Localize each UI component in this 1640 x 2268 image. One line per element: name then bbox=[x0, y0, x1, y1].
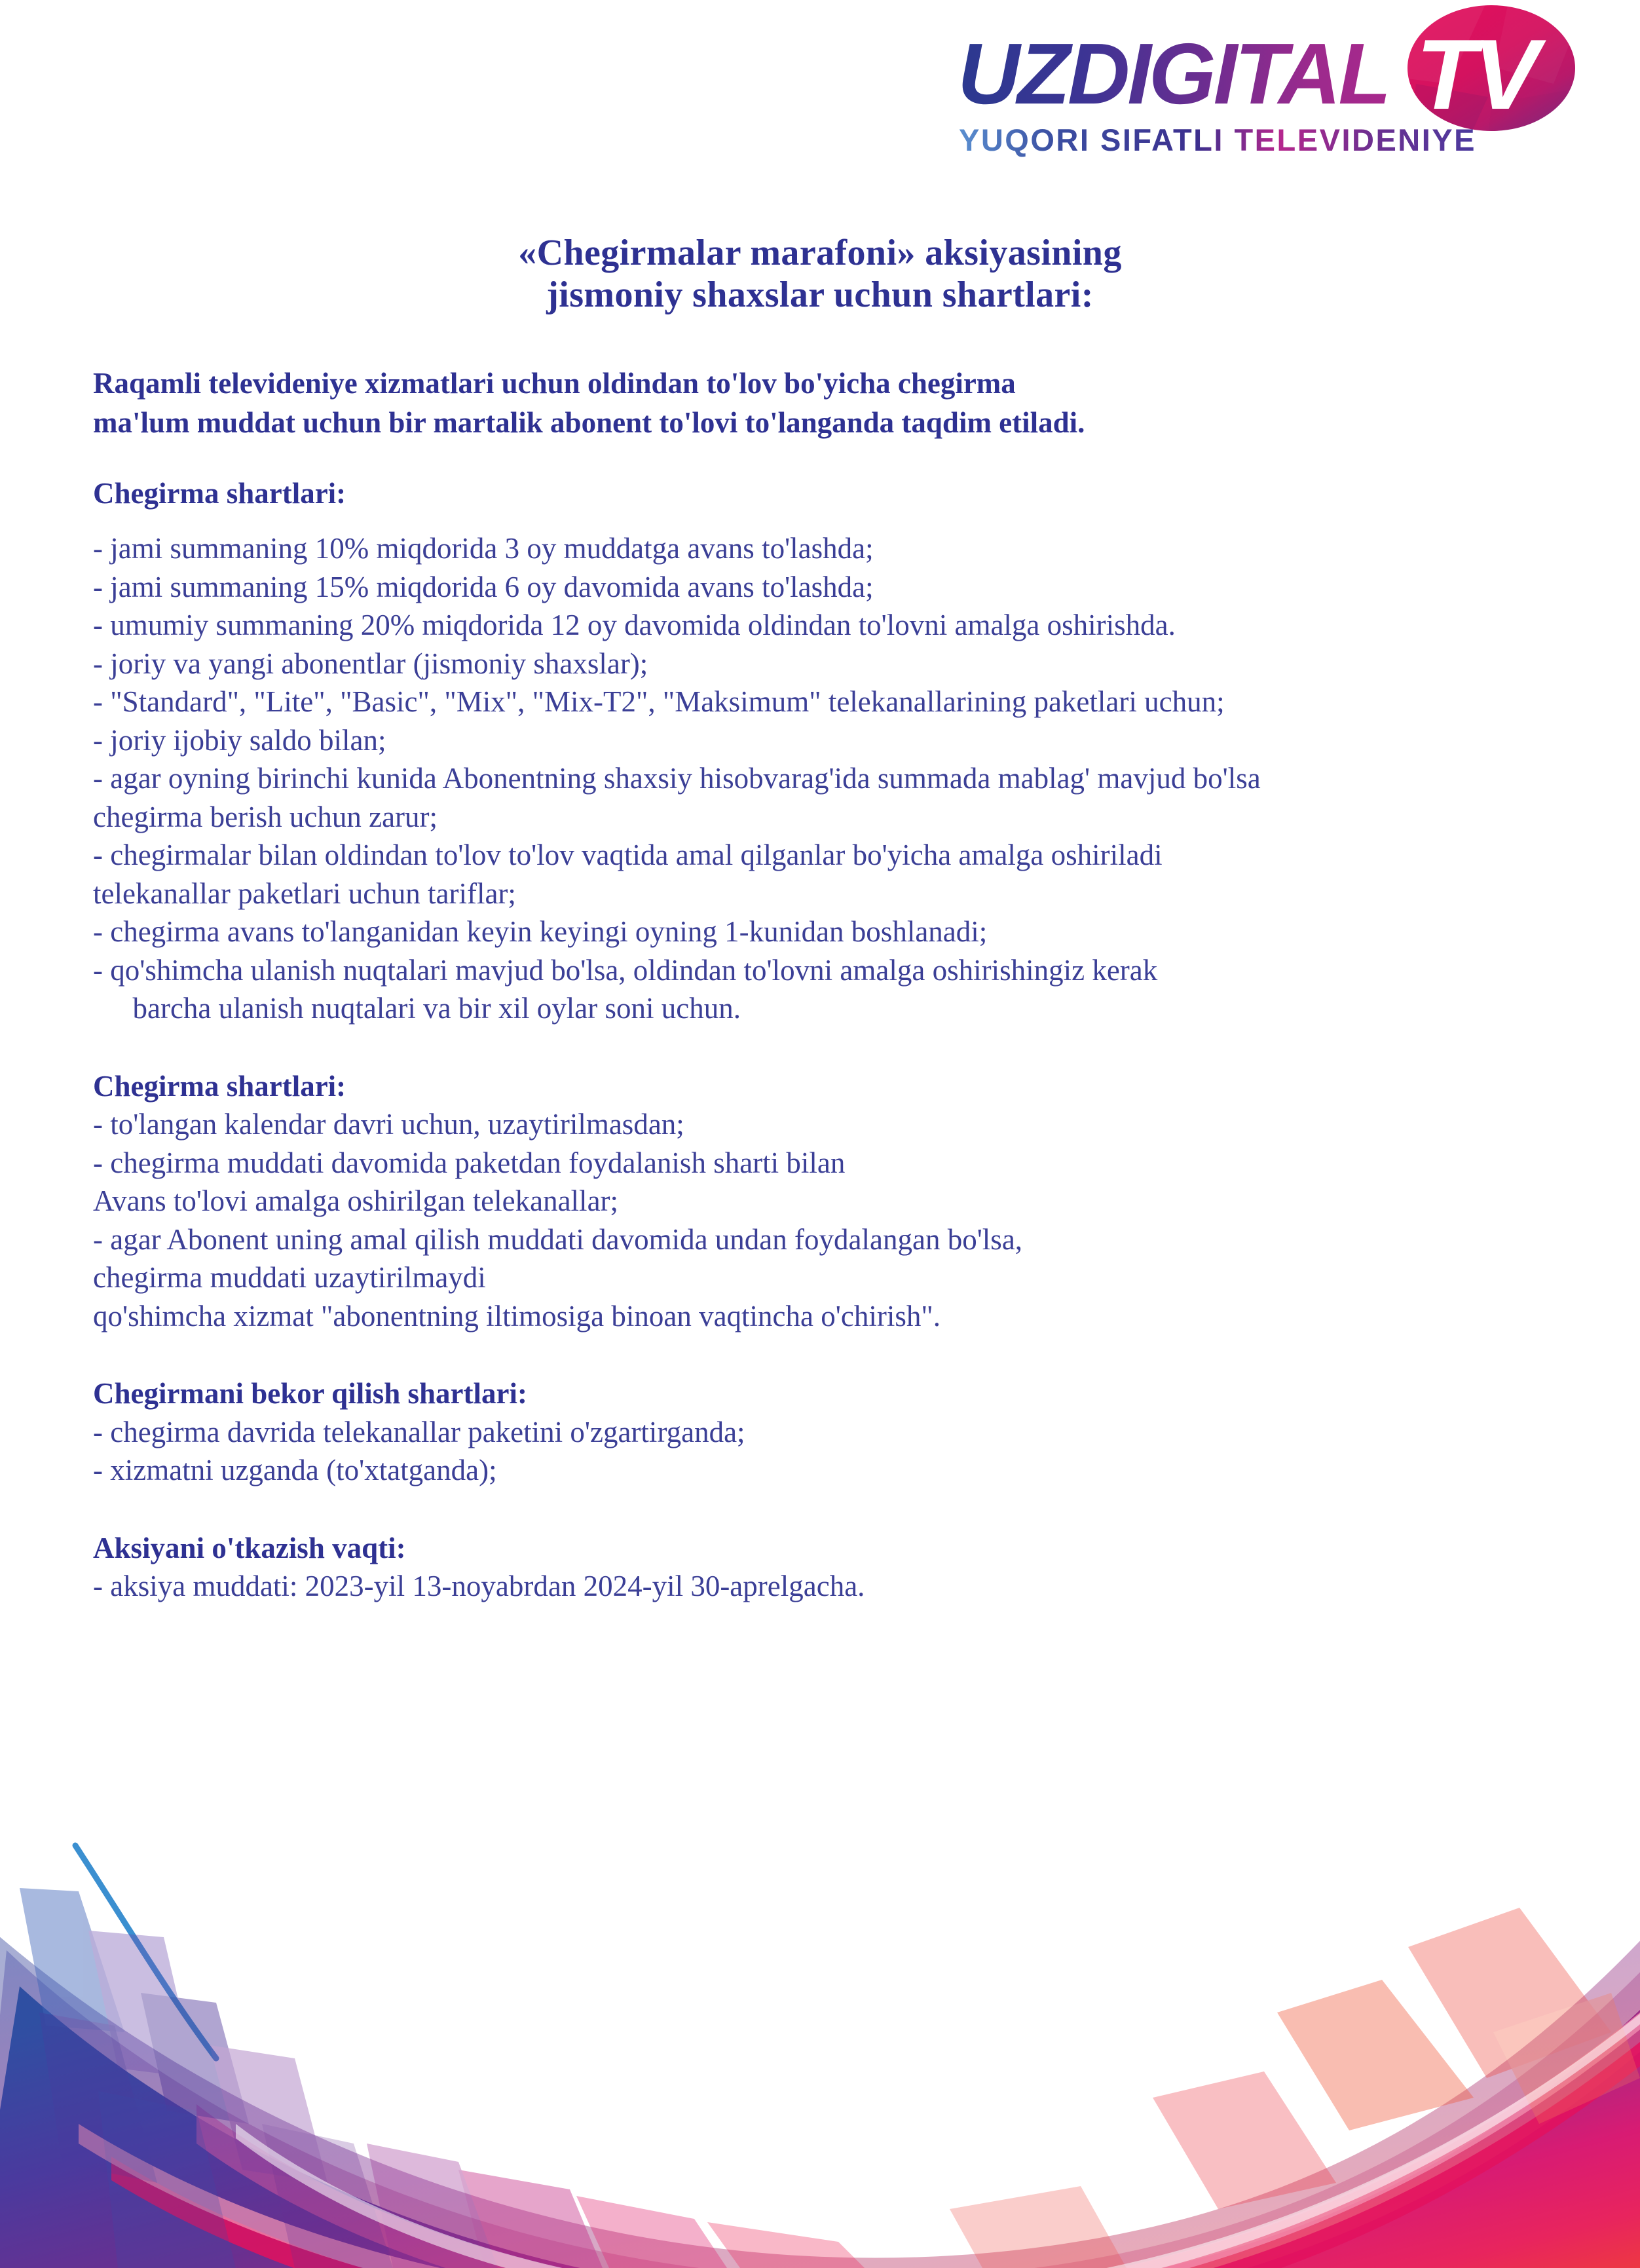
wave-facets-right bbox=[950, 1908, 1640, 2268]
logo-svg bbox=[899, 5, 1593, 169]
wave-separator-sliver bbox=[236, 2014, 1640, 2268]
condition-line-continuation: chegirma berish uchun zarur; bbox=[93, 800, 438, 833]
condition-line: - umumiy summaning 20% miqdorida 12 oy davomida oldindan to'lovni amalga oshirishda. bbox=[93, 609, 1176, 642]
lead-paragraph bbox=[93, 364, 1554, 443]
wave-accent-line-blue bbox=[75, 1845, 216, 2058]
condition-line-continuation: telekanallar paketlari uchun tariflar; bbox=[93, 877, 516, 910]
section-heading-promo-period: Aksiyani o'tkazish vaqti: bbox=[93, 1531, 406, 1564]
spacer bbox=[93, 512, 1554, 529]
condition-line-continuation: Avans to'lovi amalga oshirilgan telekanallar; bbox=[93, 1184, 619, 1218]
condition-line: - agar Abonent uning amal qilish muddati davomida undan foydalangan bo'lsa, bbox=[93, 1222, 1023, 1256]
spacer bbox=[93, 1490, 1554, 1529]
wave-svg bbox=[0, 1816, 1640, 2268]
logo-tagline: YUQORI SIFATLI TELEVIDENIYE bbox=[959, 123, 1476, 157]
condition-line: - agar oyning birinchi kunida Abonentning shaxsiy hisobvarag'ida summada mablag' mavjud bo'lsa bbox=[93, 762, 1261, 795]
page-title-line-1: «Chegirmalar marafoni» aksiyasining bbox=[518, 232, 1122, 273]
condition-line: - aksiya muddati: 2023-yil 13-noyabrdan 2024-yil 30-aprelgacha. bbox=[93, 1570, 865, 1603]
condition-line: - "Standard", "Lite", "Basic", "Mix", "Mix-T2", "Maksimum" telekanallarining paketlari uchun; bbox=[93, 685, 1225, 719]
condition-line-continuation: qo'shimcha xizmat "abonentning iltimosiga binoan vaqtincha o'chirish". bbox=[93, 1299, 941, 1332]
condition-line: - jami summaning 15% miqdorida 6 oy davomida avans to'lashda; bbox=[93, 570, 874, 603]
condition-line: - qo'shimcha ulanish nuqtalari mavjud bo'lsa, oldindan to'lovni amalga oshirishingiz kerak bbox=[93, 953, 1158, 987]
wave-band-back bbox=[0, 1901, 1640, 2268]
condition-line: - chegirmalar bilan oldindan to'lov to'lov vaqtida amal qilganlar bo'yicha amalga oshiriladi bbox=[93, 839, 1163, 872]
condition-line: - joriy ijobiy saldo bilan; bbox=[93, 723, 386, 757]
document-body bbox=[93, 364, 1554, 1606]
uzdigitaltv-logo bbox=[899, 5, 1593, 169]
wave-ribbon-crimson bbox=[111, 2042, 1640, 2268]
condition-line: - joriy va yangi abonentlar (jismoniy shaxslar); bbox=[93, 647, 648, 680]
condition-line: - to'langan kalendar davri uchun, uzaytirilmasdan; bbox=[93, 1108, 684, 1141]
condition-line: - xizmatni uzganda (to'xtatganda); bbox=[93, 1454, 497, 1487]
spacer bbox=[93, 1028, 1554, 1067]
wave-band-mid bbox=[0, 1934, 1640, 2268]
logo-wordmark-uzdigital: UZDIGITAL bbox=[958, 26, 1389, 122]
spacer bbox=[93, 443, 1554, 474]
condition-line: - chegirma muddati davomida paketdan foydalanish sharti bilan bbox=[93, 1146, 846, 1179]
condition-line-continuation: barcha ulanish nuqtalari va bir xil oylar soni uchun. bbox=[118, 992, 741, 1025]
condition-line-continuation: chegirma muddati uzaytirilmaydi bbox=[93, 1261, 486, 1295]
section-heading-cancellation-conditions: Chegirmani bekor qilish shartlari: bbox=[93, 1377, 527, 1410]
page-title bbox=[0, 232, 1640, 317]
spacer bbox=[93, 1335, 1554, 1374]
condition-line: - jami summaning 10% miqdorida 3 oy muddatga avans to'lashda; bbox=[93, 532, 874, 565]
page-header bbox=[0, 0, 1640, 172]
wave-ribbon-pink bbox=[79, 2013, 1640, 2268]
logo-wordmark-tv: TV bbox=[1416, 19, 1536, 130]
page-title-line-2: jismoniy shaxslar uchun shartlari: bbox=[546, 274, 1094, 316]
section-heading-discount-conditions-2: Chegirma shartlari: bbox=[93, 1069, 346, 1103]
lead-line-1: Raqamli televideniye xizmatlari uchun oldindan to'lov bo'yicha chegirma bbox=[93, 367, 1016, 400]
wave-band-main bbox=[0, 1973, 1640, 2268]
condition-line: - chegirma avans to'langanidan keyin keyingi oyning 1-kunidan boshlanadi; bbox=[93, 915, 988, 949]
bottom-wave-graphic bbox=[0, 1816, 1640, 2268]
wave-facets-middle bbox=[367, 2144, 865, 2268]
lead-line-2: ma'lum muddat uchun bir martalik abonent to'lovi to'langanda taqdim etiladi. bbox=[93, 406, 1085, 439]
wave-facets-left bbox=[20, 1888, 393, 2268]
section-heading-discount-conditions-1: Chegirma shartlari: bbox=[93, 476, 346, 510]
condition-line: - chegirma davrida telekanallar paketini o'zgartirganda; bbox=[93, 1415, 745, 1448]
wave-arc-upper bbox=[196, 2013, 1640, 2268]
